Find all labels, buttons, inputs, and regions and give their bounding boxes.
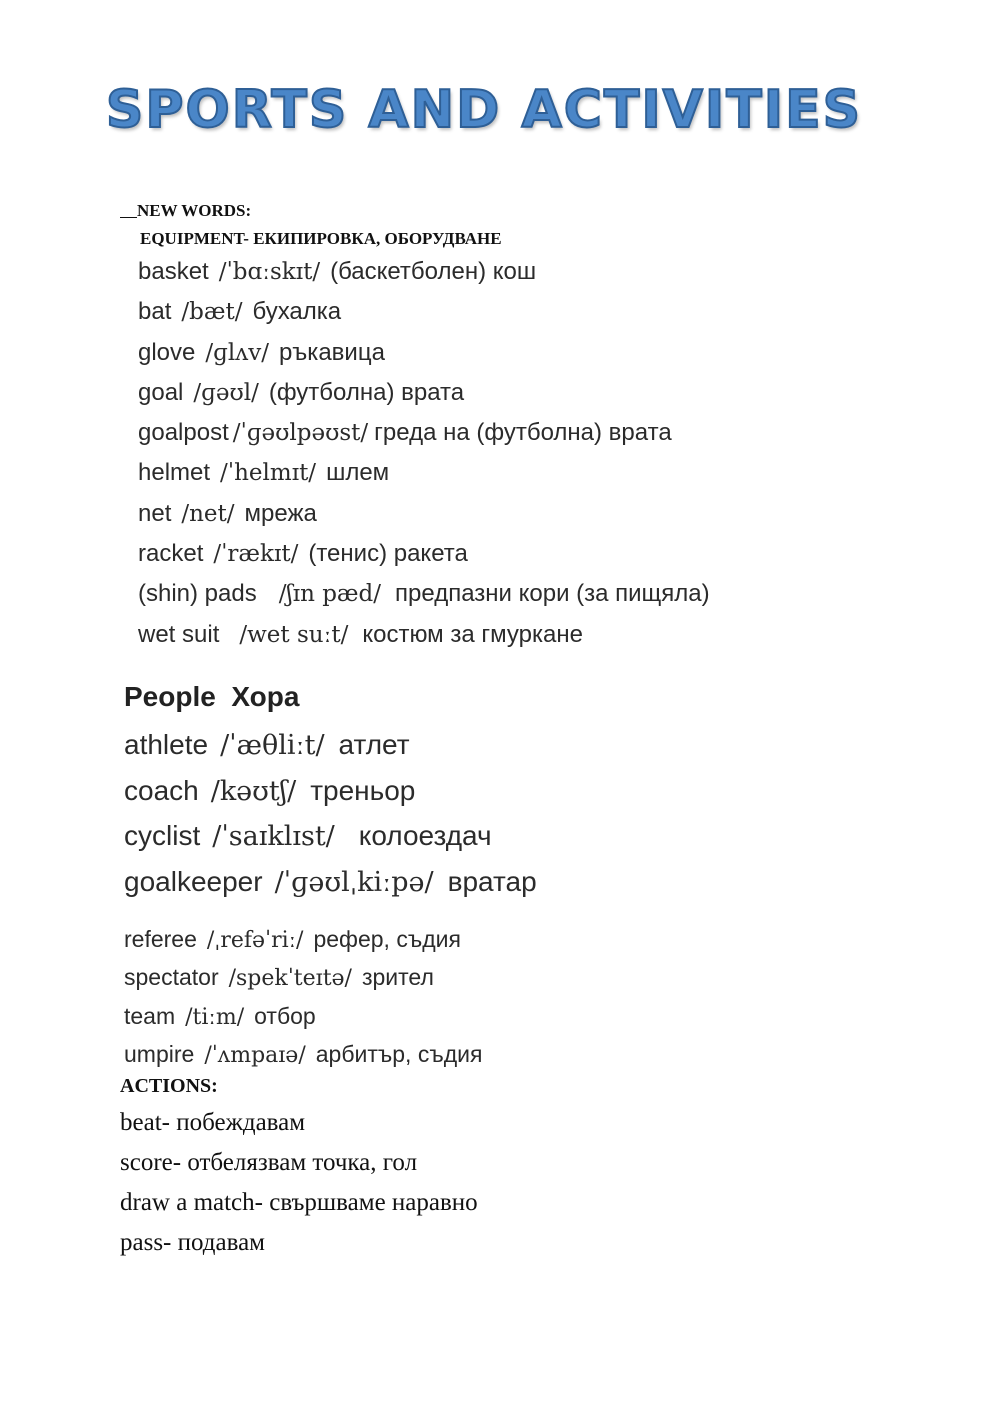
vocab-ipa: /ʃɪn pæd/ [278, 581, 382, 608]
vocab-ipa: /ˈhelmɪt/ [220, 460, 317, 487]
vocab-row [138, 254, 710, 294]
vocab-word: team [124, 1002, 176, 1029]
people-more-list [124, 922, 482, 1075]
vocab-ipa: /kəʊtʃ/ [210, 775, 297, 807]
vocab-ipa: /ˈɡəʊlˌkiːpə/ [274, 866, 434, 898]
vocab-word: coach [124, 774, 199, 806]
vocab-translation: вратар [447, 865, 537, 897]
vocab-row [124, 770, 537, 816]
vocab-row [138, 375, 710, 415]
vocab-ipa: /ˌrefəˈriː/ [206, 928, 304, 953]
vocab-ipa: /tiːm/ [185, 1004, 245, 1030]
vocab-word: racket [138, 540, 204, 568]
equipment-list [138, 254, 710, 657]
vocab-row [138, 455, 710, 495]
vocab-word: spectator [124, 964, 219, 991]
vocab-row [138, 415, 710, 455]
vocab-translation: треньор [310, 774, 416, 806]
vocab-translation: греда на (футболна) врата [374, 419, 672, 447]
vocab-word: basket [138, 258, 209, 285]
new-words-label [120, 201, 251, 221]
people-heading: People Хора [124, 681, 300, 712]
vocab-word: goal [138, 378, 184, 406]
vocab-ipa: /ˈsaɪklɪst/ [212, 821, 335, 852]
vocab-translation: костюм за гмуркане [362, 620, 583, 648]
vocab-word: referee [124, 926, 197, 952]
vocab-translation: отбор [254, 1002, 316, 1029]
vocab-row [138, 536, 710, 576]
vocab-row [138, 496, 710, 536]
vocab-translation: бухалка [252, 298, 342, 326]
vocab-word: cyclist [124, 820, 201, 851]
vocab-ipa: /ɡəʊl/ [193, 379, 259, 406]
vocab-translation: зрител [361, 964, 434, 991]
vocab-row [124, 960, 482, 998]
vocab-translation: (баскетболен) кош [330, 258, 537, 285]
vocab-ipa: /spekˈteɪtə/ [228, 966, 352, 992]
vocab-row [124, 999, 482, 1037]
vocab-row [124, 815, 537, 861]
vocab-ipa: /ˈrækɪt/ [213, 541, 299, 568]
vocab-translation: мрежа [244, 499, 317, 527]
vocab-row [138, 617, 710, 657]
vocab-row [124, 1037, 482, 1075]
vocab-word: goalkeeper [124, 865, 263, 897]
vocab-row [124, 861, 537, 907]
vocab-word: athlete [124, 729, 209, 760]
vocab-ipa: /ˈbɑːskɪt/ [218, 259, 321, 285]
vocab-word: glove [138, 338, 196, 366]
equipment-heading: EQUIPMENT- ЕКИПИРОВКА, ОБОРУДВАНЕ [140, 229, 502, 248]
vocab-ipa: /net/ [181, 500, 235, 527]
vocab-ipa: /ˈɡəʊlpəʊst/ [232, 420, 369, 447]
vocab-translation: (тенис) ракета [308, 540, 468, 568]
action-item: beat- побеждавам [120, 1109, 306, 1136]
action-item: draw a match- свършваме наравно [120, 1189, 478, 1216]
vocab-translation: предпазни кори (за пищяла) [395, 580, 710, 608]
vocab-ipa: /ɡlʌv/ [205, 339, 269, 366]
vocab-word: goalpost [138, 419, 229, 447]
vocab-translation: арбитър, съдия [315, 1040, 483, 1067]
action-item: score- отбелязвам точка, гол [120, 1149, 418, 1176]
vocab-translation: (футболна) врата [268, 378, 465, 406]
new-words-text: NEW WORDS: [137, 201, 252, 220]
vocab-row [138, 335, 710, 375]
actions-heading: ACTIONS: [120, 1075, 218, 1097]
vocab-translation: колоездач [358, 820, 492, 851]
page-title: SPORTS AND ACTIVITIES [105, 80, 863, 140]
vocab-row [124, 724, 537, 770]
vocab-row [138, 294, 710, 334]
vocab-word: wet suit [138, 620, 220, 648]
vocab-word: helmet [138, 459, 211, 487]
action-item: pass- подавам [120, 1229, 265, 1256]
vocab-word: net [138, 499, 172, 527]
vocab-translation: рефер, съдия [313, 926, 461, 952]
vocab-ipa: /bæt/ [181, 299, 243, 326]
vocab-translation: ръкавица [278, 338, 385, 366]
vocab-word: bat [138, 298, 172, 326]
vocab-ipa: /ˈæθliːt/ [220, 730, 325, 761]
vocab-translation: шлем [326, 459, 390, 487]
actions-list [120, 1103, 478, 1263]
vocab-translation: атлет [338, 729, 410, 760]
people-main-list [124, 724, 537, 906]
vocab-ipa: /wet suːt/ [239, 621, 349, 648]
vocab-word: (shin) pads [138, 580, 257, 608]
vocab-row [138, 576, 710, 616]
vocab-ipa: /ˈʌmpaɪə/ [204, 1042, 306, 1068]
vocab-word: umpire [124, 1040, 195, 1067]
vocab-row [124, 922, 482, 960]
